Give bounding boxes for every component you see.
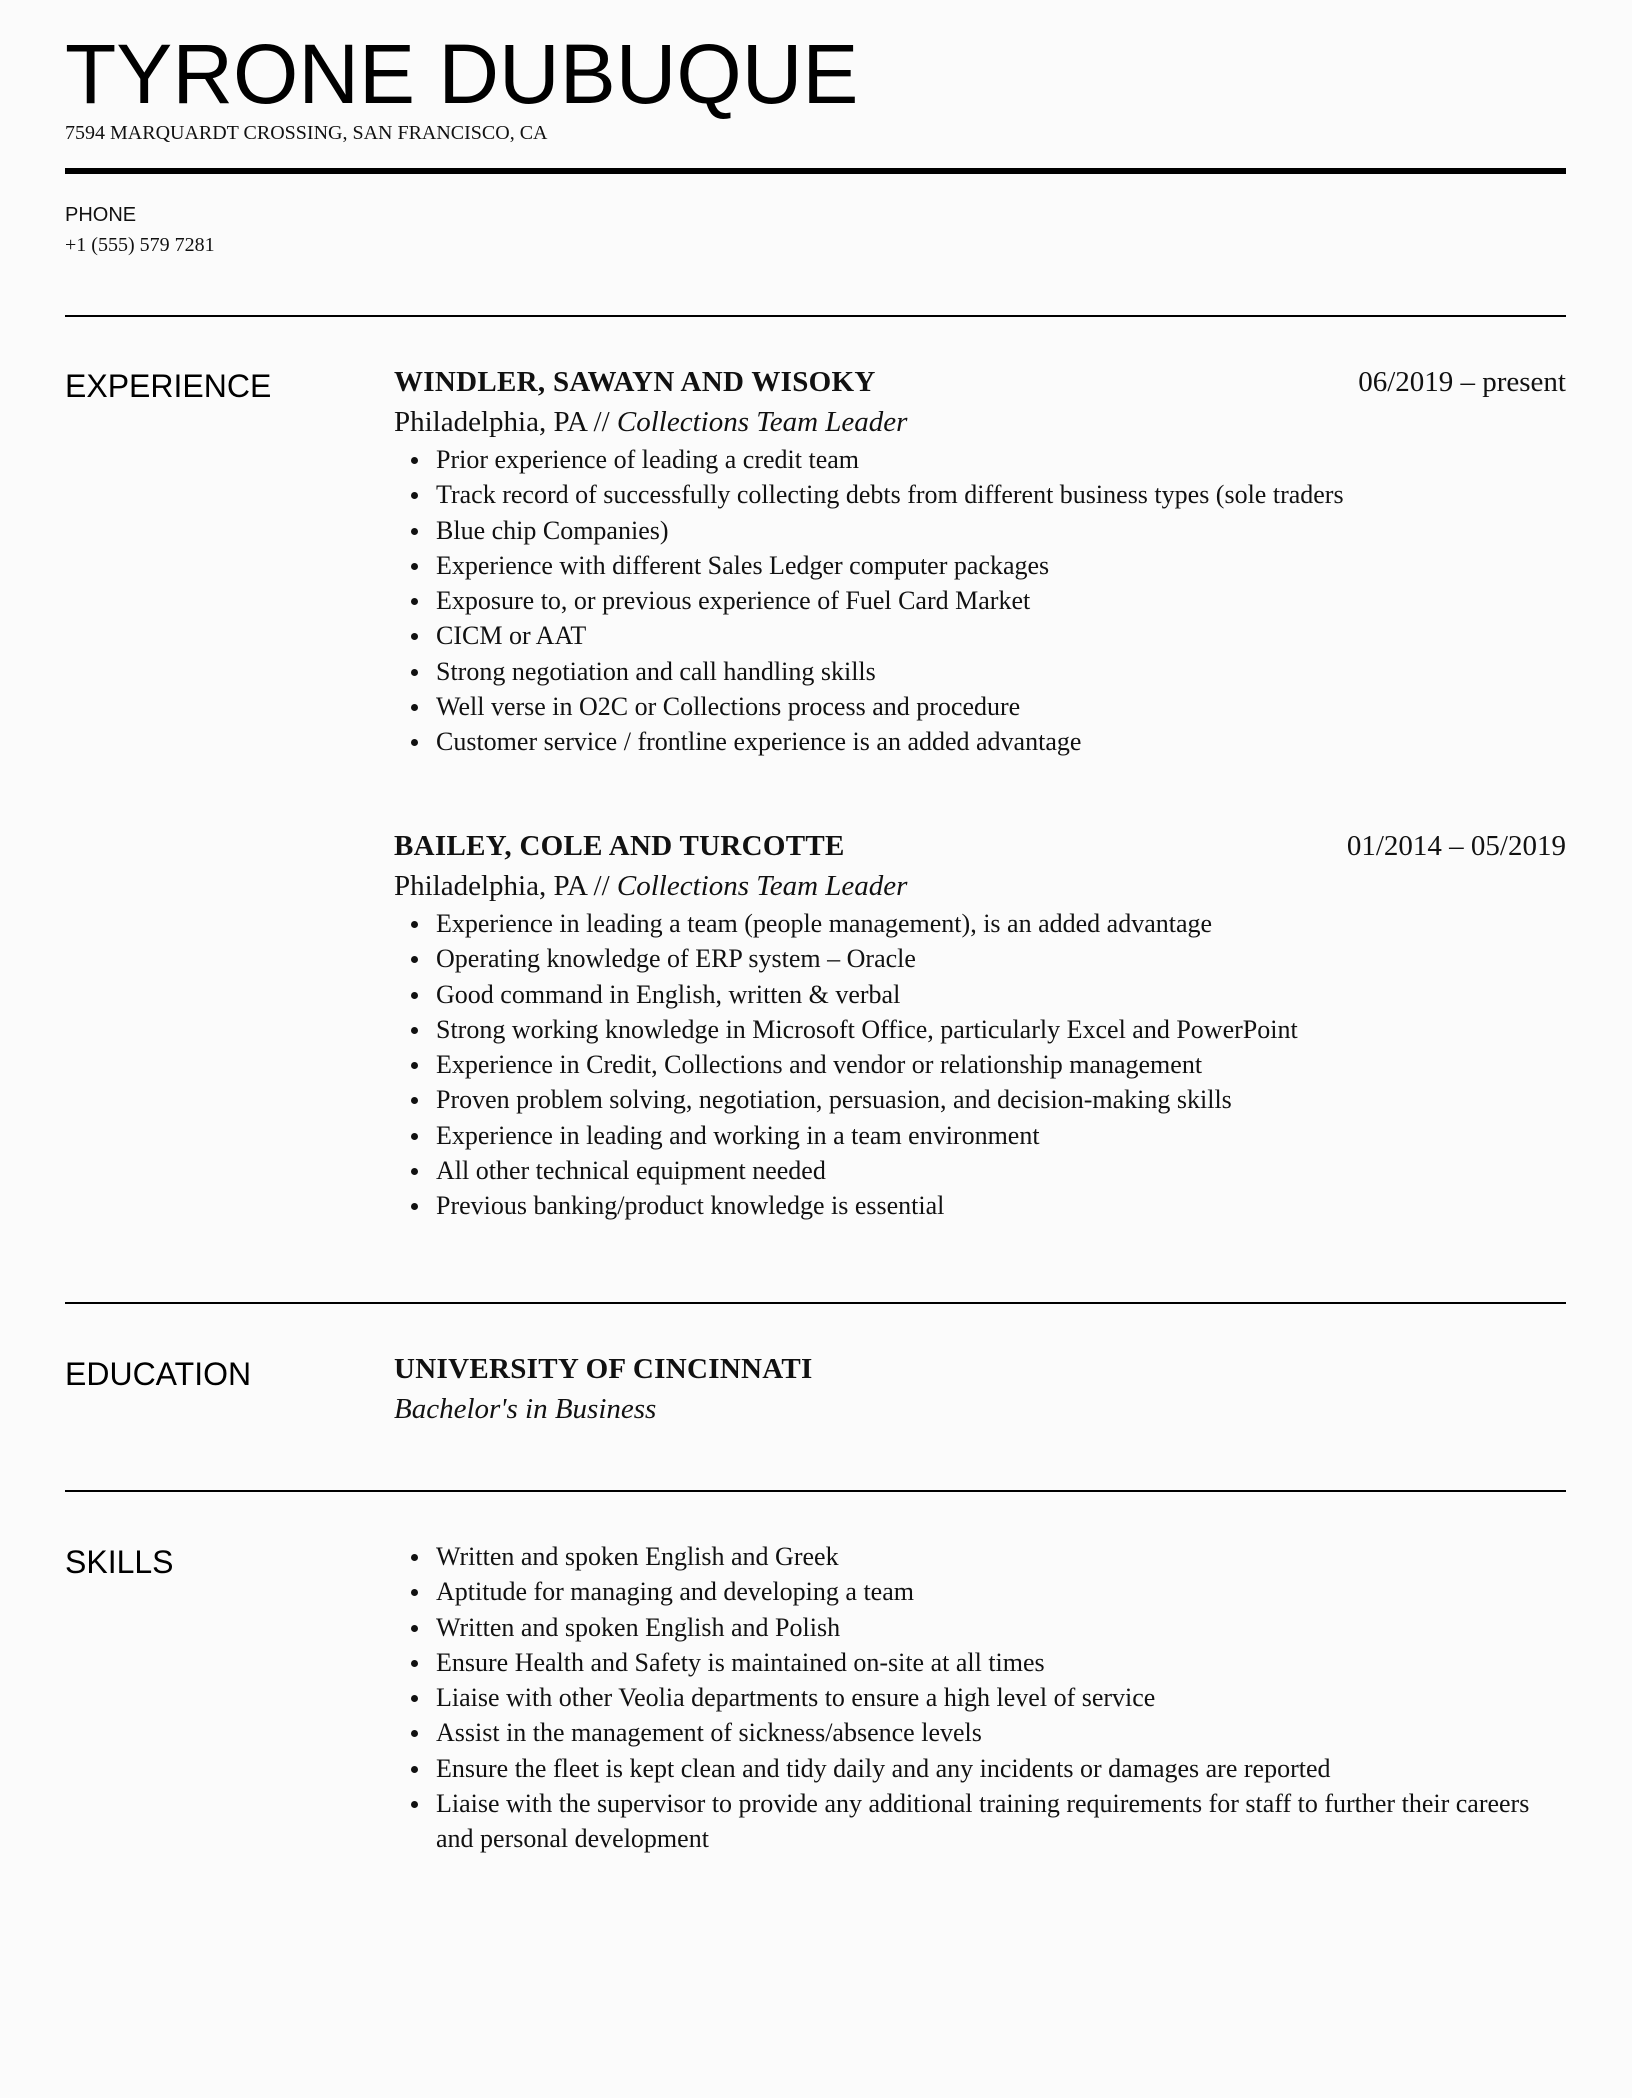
list-item: Written and spoken English and Polish bbox=[394, 1610, 1566, 1645]
candidate-name: TYRONE DUBUQUE bbox=[65, 27, 859, 121]
job-bullet-list bbox=[394, 442, 1566, 760]
list-item: All other technical equipment needed bbox=[394, 1153, 1566, 1188]
list-item: Strong working knowledge in Microsoft Office, particularly Excel and PowerPoint bbox=[394, 1012, 1566, 1047]
skills-heading: SKILLS bbox=[65, 1544, 174, 1580]
job-header bbox=[394, 826, 1566, 866]
list-item: Experience in Credit, Collections and vendor or relationship management bbox=[394, 1047, 1566, 1082]
section-divider bbox=[65, 1302, 1566, 1304]
list-item: Experience with different Sales Ledger computer packages bbox=[394, 548, 1566, 583]
list-item: Operating knowledge of ERP system – Oracle bbox=[394, 941, 1566, 976]
list-item: Written and spoken English and Greek bbox=[394, 1539, 1566, 1574]
education-entry bbox=[394, 1349, 1566, 1429]
job-role: Collections Team Leader bbox=[616, 406, 908, 438]
list-item: Proven problem solving, negotiation, persuasion, and decision-making skills bbox=[394, 1082, 1566, 1117]
company-name: BAILEY, COLE AND TURCOTTE bbox=[394, 830, 845, 862]
section-divider bbox=[65, 1490, 1566, 1492]
school-name: UNIVERSITY OF CINCINNATI bbox=[394, 1353, 813, 1385]
list-item: CICM or AAT bbox=[394, 618, 1566, 653]
phone-label: PHONE bbox=[65, 204, 137, 226]
job-dates: 06/2019 – present bbox=[1358, 366, 1566, 398]
job-bullet-list bbox=[394, 906, 1566, 1224]
job-role: Collections Team Leader bbox=[616, 870, 908, 902]
skills-entry bbox=[394, 1539, 1566, 1857]
address: 7594 MARQUARDT CROSSING, SAN FRANCISCO, CA bbox=[65, 122, 548, 144]
education-heading: EDUCATION bbox=[65, 1356, 252, 1392]
header-divider bbox=[65, 168, 1566, 174]
list-item: Assist in the management of sickness/absence levels bbox=[394, 1715, 1566, 1750]
list-item: Exposure to, or previous experience of Fuel Card Market bbox=[394, 583, 1566, 618]
list-item: Liaise with other Veolia departments to ensure a high level of service bbox=[394, 1680, 1566, 1715]
job-header bbox=[394, 362, 1566, 402]
degree: Bachelor's in Business bbox=[394, 1393, 657, 1425]
job-subtitle bbox=[394, 402, 1566, 442]
list-item: Experience in leading a team (people management), is an added advantage bbox=[394, 906, 1566, 941]
job-dates: 01/2014 – 05/2019 bbox=[1346, 830, 1566, 862]
list-item: Experience in leading and working in a team environment bbox=[394, 1118, 1566, 1153]
list-item: Ensure Health and Safety is maintained on-site at all times bbox=[394, 1645, 1566, 1680]
job-location: Philadelphia, PA bbox=[394, 406, 587, 438]
skills-list bbox=[394, 1539, 1566, 1857]
experience-heading: EXPERIENCE bbox=[65, 368, 272, 404]
phone-number: +1 (555) 579 7281 bbox=[65, 234, 215, 256]
list-item: Well verse in O2C or Collections process and procedure bbox=[394, 689, 1566, 724]
job-entry bbox=[394, 362, 1566, 760]
subtitle-separator: // bbox=[586, 406, 617, 438]
job-location: Philadelphia, PA bbox=[394, 870, 587, 902]
list-item: Track record of successfully collecting debts from different business types (sole traders bbox=[394, 477, 1566, 512]
list-item: Aptitude for managing and developing a team bbox=[394, 1574, 1566, 1609]
list-item: Good command in English, written & verbal bbox=[394, 977, 1566, 1012]
job-subtitle bbox=[394, 866, 1566, 906]
job-entry bbox=[394, 826, 1566, 1224]
resume-page bbox=[65, 0, 1566, 2098]
subtitle-separator: // bbox=[586, 870, 617, 902]
company-name: WINDLER, SAWAYN AND WISOKY bbox=[394, 366, 876, 398]
list-item: Customer service / frontline experience is an added advantage bbox=[394, 724, 1566, 759]
list-item: Strong negotiation and call handling skills bbox=[394, 654, 1566, 689]
list-item: Liaise with the supervisor to provide any additional training requirements for staff to further their careers and personal development bbox=[394, 1786, 1566, 1857]
section-divider bbox=[65, 315, 1566, 317]
list-item: Blue chip Companies) bbox=[394, 513, 1566, 548]
list-item: Prior experience of leading a credit team bbox=[394, 442, 1566, 477]
list-item: Ensure the fleet is kept clean and tidy daily and any incidents or damages are reported bbox=[394, 1751, 1566, 1786]
list-item: Previous banking/product knowledge is essential bbox=[394, 1188, 1566, 1223]
